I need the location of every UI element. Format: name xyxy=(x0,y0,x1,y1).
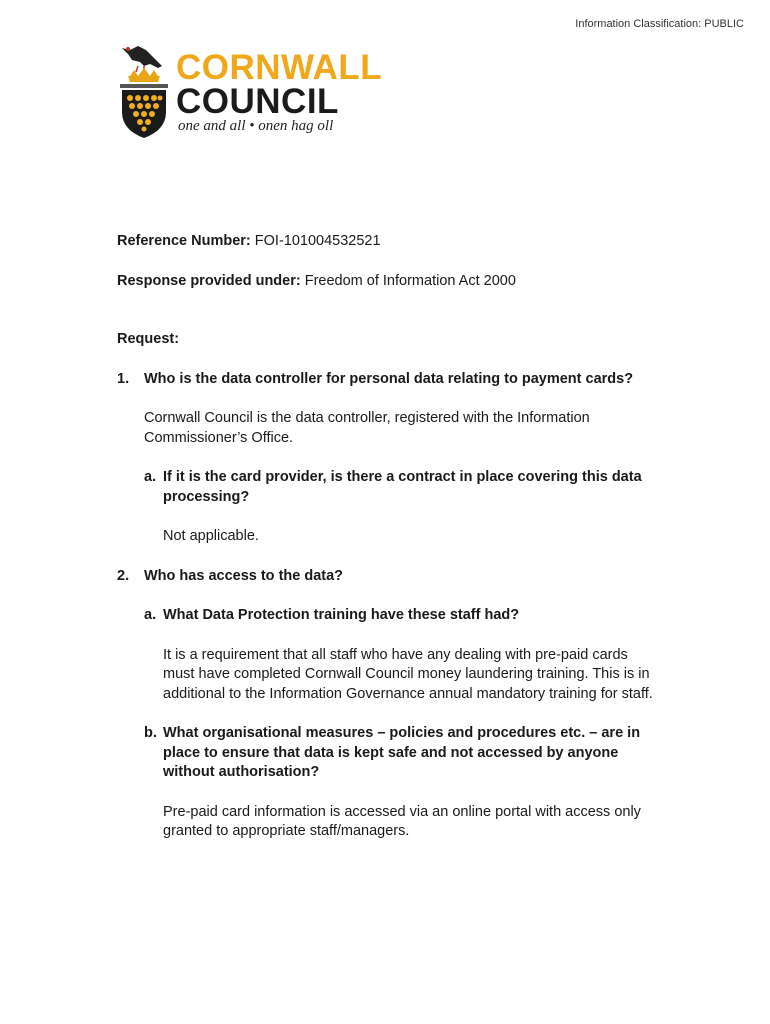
reference-value: FOI-101004532521 xyxy=(254,233,381,249)
item-number: 1. xyxy=(117,370,130,387)
document-body xyxy=(117,232,657,842)
reference-line xyxy=(117,232,657,252)
sub-item-1a xyxy=(144,468,657,547)
request-item-2 xyxy=(117,567,657,842)
item-answer: Cornwall Council is the data controller, registered with the Information Commissioner’s Office. xyxy=(144,410,590,446)
sub-item-2a xyxy=(144,606,657,704)
sub-item-answer: It is a requirement that all staff who have any dealing with pre-paid cards must have completed Cornwall Council money laundering training. This is in additional to the Information Governance annual mandatory training for staff. xyxy=(163,646,653,702)
logo-title-cornwall: CORNWALL xyxy=(176,48,383,87)
response-label: Response provided under: xyxy=(117,272,301,289)
sub-item-question: If it is the card provider, is there a contract in place covering this data processing? xyxy=(163,469,642,505)
item-question: Who has access to the data? xyxy=(144,567,344,584)
sub-item-answer: Pre-paid card information is accessed via an online portal with access only granted to appropriate staff/managers. xyxy=(163,803,641,839)
sub-item-question: What organisational measures – policies and procedures etc. – are in place to ensure that data is kept safe and not accessed by anyone without authorisation? xyxy=(163,725,641,780)
sub-item-2b xyxy=(144,724,657,842)
reference-label: Reference Number: xyxy=(117,233,251,249)
sub-item-letter: a. xyxy=(144,607,157,623)
response-value: Freedom of Information Act 2000 xyxy=(304,272,516,289)
response-line xyxy=(117,272,657,292)
council-logo xyxy=(114,40,384,140)
coat-of-arms-icon xyxy=(114,40,174,140)
item-question: Who is the data controller for personal data relating to payment cards? xyxy=(144,370,634,387)
request-heading: Request: xyxy=(117,331,180,347)
sub-item-letter: b. xyxy=(144,725,157,741)
logo-tagline: one and all • onen hag oll xyxy=(178,118,334,134)
classification-label: Information Classification: PUBLIC xyxy=(575,18,744,30)
request-item-1 xyxy=(117,370,657,547)
sub-item-question: What Data Protection training have these staff had? xyxy=(163,607,520,623)
logo-title-council: COUNCIL xyxy=(176,82,339,121)
sub-item-answer: Not applicable. xyxy=(163,528,259,544)
item-number: 2. xyxy=(117,567,130,584)
sub-item-letter: a. xyxy=(144,469,157,485)
